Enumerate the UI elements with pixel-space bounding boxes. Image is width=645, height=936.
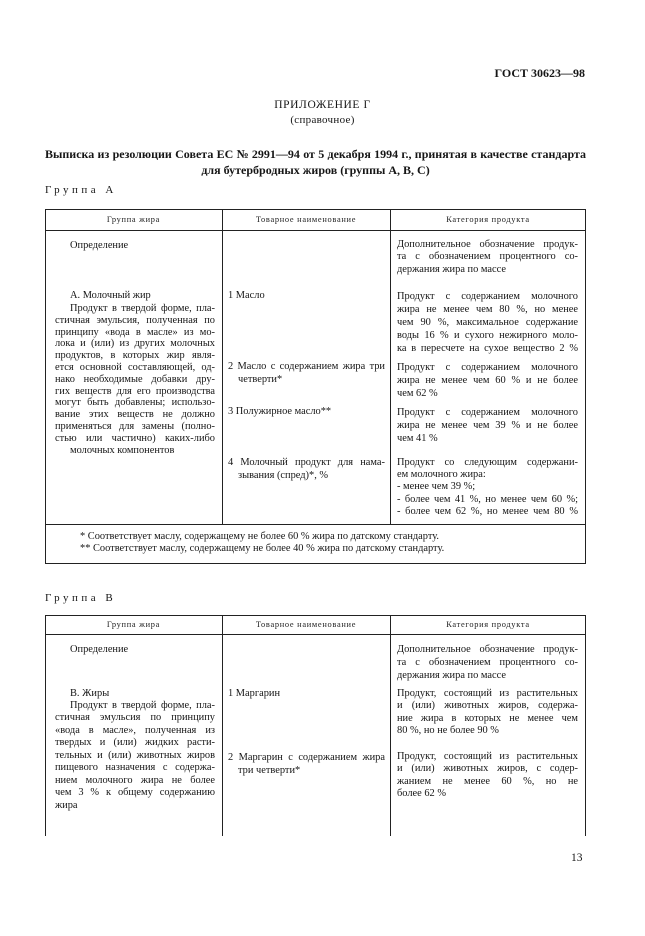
- document-code: ГОСТ 30623—98: [494, 66, 585, 80]
- fat-group-description: [55, 303, 215, 456]
- table-divider: [390, 209, 391, 524]
- text-line: принципу «вода в масле» из мо-: [55, 326, 215, 338]
- text-line: Продукт со следующим содержани-: [397, 456, 578, 468]
- column-header-trade-name: Товарное наименование: [255, 620, 357, 629]
- text-line: держания жира по массе: [397, 264, 506, 276]
- text-line: Продукт в твердой форме, пла-: [70, 699, 215, 711]
- column-header-fat-group: Группа жира: [106, 620, 161, 629]
- table-divider: [45, 230, 586, 231]
- fat-group-title: А. Молочный жир: [70, 290, 151, 301]
- text-line: ется основной составляющей, од-: [55, 361, 215, 373]
- product-category: [397, 406, 578, 445]
- product-name: [228, 361, 385, 386]
- table-divider: [390, 615, 391, 836]
- text-line: - более чем 62 %, но менее чем 80 %: [397, 505, 578, 517]
- text-line: применяться для замены (полно-: [55, 420, 215, 432]
- text-line: Дополнительное обозначение продук-: [397, 238, 578, 250]
- text-line: нием молочного жира не более: [55, 774, 215, 786]
- text-line: Продукт с содержанием молочного: [397, 290, 578, 302]
- fat-group-title: В. Жиры: [70, 688, 110, 699]
- text-line: более 62 %: [397, 788, 446, 800]
- text-line: нако необходимые добавки дру-: [55, 373, 215, 385]
- definition-label: Определение: [70, 240, 129, 251]
- text-line: чем 62 %: [397, 387, 438, 399]
- text-line: Продукт, состоящий из растительных: [397, 751, 578, 762]
- text-line: и (или) животных жиров, содержа-: [397, 700, 578, 712]
- text-line: чем 90 %, максимальное содержание: [397, 316, 578, 328]
- text-line: 1 Масло: [228, 290, 265, 301]
- table-divider: [222, 615, 223, 836]
- product-name: [228, 688, 385, 700]
- text-line: продуктов, в которых жир явля-: [55, 350, 215, 362]
- text-line: - менее чем 39 %;: [397, 481, 476, 493]
- text-line: Дополнительное обозначение продук-: [397, 644, 578, 655]
- column-header-category: Категория продукта: [446, 215, 530, 224]
- text-line: Продукт в твердой форме, пла-: [70, 303, 215, 314]
- text-line: три четверти*: [238, 765, 301, 776]
- text-line: ние жира в которых не менее чем: [397, 712, 578, 724]
- text-line: ка в пересчете на сухое вещество 2 %: [397, 342, 578, 354]
- column-header-trade-name: Товарное наименование: [255, 215, 357, 224]
- definition-category: [397, 239, 578, 277]
- product-category: [397, 361, 578, 400]
- product-category: [397, 457, 578, 518]
- column-header-category: Категория продукта: [446, 620, 530, 629]
- text-line: 4 Молочный продукт для нама-: [228, 457, 385, 468]
- text-line: жира не менее чем 60 % и не более: [397, 374, 578, 386]
- text-line: Продукт с содержанием молочного: [397, 361, 578, 373]
- text-line: держания жира по массе: [397, 670, 506, 681]
- text-line: 1 Маргарин: [228, 688, 281, 699]
- text-line: твердых и (или) жидких расти-: [55, 737, 215, 749]
- text-line: четверти*: [238, 373, 283, 385]
- text-line: и (или) животных жиров, с содер-: [397, 763, 578, 775]
- text-line: воды 16 % и сухого нежирного моло-: [397, 329, 578, 341]
- text-line: жира: [55, 799, 78, 811]
- text-line: молочных компонентов: [70, 444, 175, 456]
- text-line: стичная эмульсия, полученная по: [55, 314, 215, 326]
- product-name: [228, 457, 385, 483]
- text-line: Продукт с содержанием молочного: [397, 406, 578, 418]
- page-number: 13: [571, 852, 583, 864]
- text-line: - более чем 41 %, но менее чем 60 %;: [397, 493, 578, 505]
- group-label: Группа А: [45, 184, 117, 196]
- text-line: лока и (или) из других молочных: [55, 338, 215, 350]
- text-line: гих веществ для его производства: [55, 385, 215, 397]
- text-line: «вода в масле», полученная из: [55, 724, 215, 736]
- text-line: 80 %, но не более 90 %: [397, 725, 499, 737]
- document-heading: [45, 146, 586, 178]
- column-header-fat-group: Группа жира: [106, 215, 161, 224]
- footnote: * Соответствует маслу, содержащему не более 60 % жира по датскому стандарту.: [80, 531, 440, 542]
- group-label: Группа В: [45, 592, 117, 604]
- text-line: Продукт, состоящий из растительных: [397, 688, 578, 699]
- definition-category: [397, 643, 578, 682]
- text-line: жира не менее чем 80 %, но менее: [397, 303, 578, 315]
- text-line: стичная эмульсия по принципу: [55, 712, 215, 724]
- definition-label: Определение: [70, 644, 129, 655]
- appendix-title: ПРИЛОЖЕНИЕ Г: [274, 99, 371, 111]
- text-line: тельных и (или) животных жиров: [55, 749, 215, 761]
- text-line: та с обозначением процентного со-: [397, 251, 578, 263]
- product-category: [397, 290, 578, 355]
- heading-line: для бутербродных жиров (группы А, В, С): [201, 163, 430, 177]
- text-line: жанием не менее 60 %, но не: [397, 775, 578, 787]
- text-line: зывания (спред)*, %: [238, 469, 329, 481]
- fat-group-description: [55, 700, 215, 813]
- footnote: ** Соответствует маслу, содержащему не более 40 % жира по датскому стандарту.: [80, 543, 445, 554]
- product-name: [228, 290, 385, 302]
- text-line: жира не менее чем 39 % и не более: [397, 419, 578, 431]
- table-divider: [45, 634, 586, 635]
- footnotes: [80, 531, 580, 555]
- text-line: ем молочного жира:: [397, 469, 486, 481]
- product-name: [228, 406, 385, 418]
- text-line: та с обозначением процентного со-: [397, 657, 578, 668]
- text-line: стью или частично) каких-либо: [55, 432, 215, 444]
- table-divider: [222, 209, 223, 524]
- text-line: вание этих веществ не должно: [55, 409, 215, 421]
- text-line: чем 3 % к общему содержанию: [55, 787, 215, 799]
- product-category: [397, 688, 578, 738]
- table-divider: [45, 524, 586, 525]
- appendix-note: (справочное): [290, 114, 355, 126]
- heading-line: Выписка из резолюции Совета ЕС № 2991—94 от 5 декабря 1994 г., принятая в качестве стандарта: [45, 147, 586, 161]
- text-line: пищевого назначения с содержа-: [55, 762, 215, 774]
- text-line: 2 Масло с содержанием жира три: [228, 361, 385, 372]
- text-line: чем 41 %: [397, 432, 438, 444]
- text-line: 2 Маргарин с содержанием жира: [228, 752, 385, 763]
- text-line: 3 Полужирное масло**: [228, 406, 332, 417]
- product-category: [397, 751, 578, 801]
- text-line: могут быть добавлены; использо-: [55, 397, 215, 409]
- product-name: [228, 751, 385, 777]
